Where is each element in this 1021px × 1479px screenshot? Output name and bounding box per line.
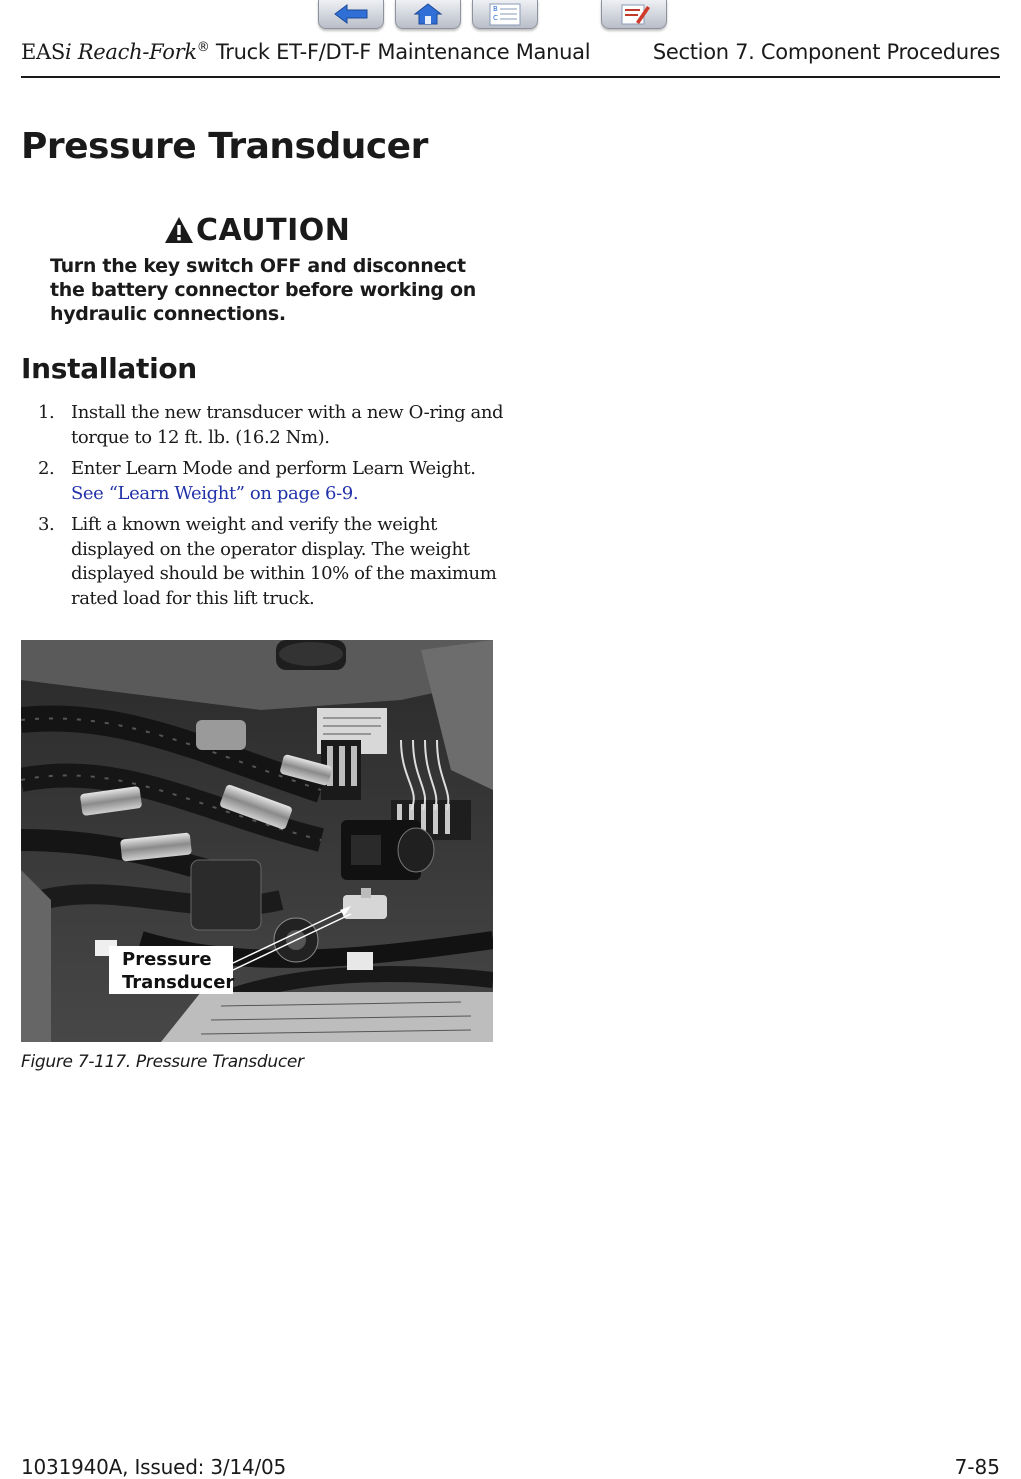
page-header — [21, 36, 1000, 78]
step-text: Enter Learn Mode and perform Learn Weight. — [71, 458, 476, 479]
page-number: 7-85 — [954, 1455, 1000, 1479]
step-text: Install the new transducer with a new O-ring and torque to 12 ft. lb. (16.2 Nm). — [71, 402, 504, 448]
caution-label: CAUTION — [196, 212, 351, 248]
step-item: 2. Enter Learn Mode and perform Learn Weight. See “Learn Weight” on page 6-9. — [38, 458, 476, 504]
pressure-transducer-photo — [21, 640, 493, 1042]
home-icon — [413, 2, 443, 26]
index-icon — [616, 2, 652, 26]
warning-triangle-icon — [164, 216, 194, 244]
page-title: Pressure Transducer — [21, 126, 428, 167]
manual-title: EASi Reach-Fork® Truck ET-F/DT-F Maintenance Manual — [21, 40, 591, 64]
hydraulic-assembly-illustration — [21, 640, 493, 1042]
caution-heading — [164, 212, 350, 248]
contents-button[interactable] — [472, 0, 538, 29]
back-button[interactable] — [318, 0, 384, 29]
index-button[interactable] — [601, 0, 667, 29]
learn-weight-link[interactable]: See “Learn Weight” on page 6-9. — [71, 482, 359, 504]
table-of-contents-icon — [487, 2, 523, 26]
figure-caption: Figure 7-117. Pressure Transducer — [21, 1052, 304, 1072]
callout-label: Pressure Transducer — [109, 946, 233, 994]
caution-text: Turn the key switch OFF and disconnect the battery connector before working on hydraulic connections. — [50, 255, 477, 325]
installation-steps — [38, 401, 508, 618]
home-button[interactable] — [395, 0, 461, 29]
installation-heading: Installation — [21, 352, 197, 385]
step-item: 1. Install the new transducer with a new O-ring and torque to 12 ft. lb. (16.2 Nm). — [38, 402, 504, 448]
step-text: Lift a known weight and verify the weight displayed on the operator display. The weight displayed should be within 10% of the maximum rated load for this lift truck. — [71, 514, 497, 609]
svg-text:C: C — [493, 14, 498, 22]
step-item: 3. Lift a known weight and verify the weight displayed on the operator display. The weight displayed should be within 10% of the maximum rated load for this lift truck. — [38, 514, 497, 609]
document-id: 1031940A, Issued: 3/14/05 — [21, 1455, 287, 1479]
section-title: Section 7. Component Procedures — [652, 40, 1000, 64]
back-arrow-icon — [331, 3, 371, 25]
svg-text:B: B — [493, 5, 498, 13]
